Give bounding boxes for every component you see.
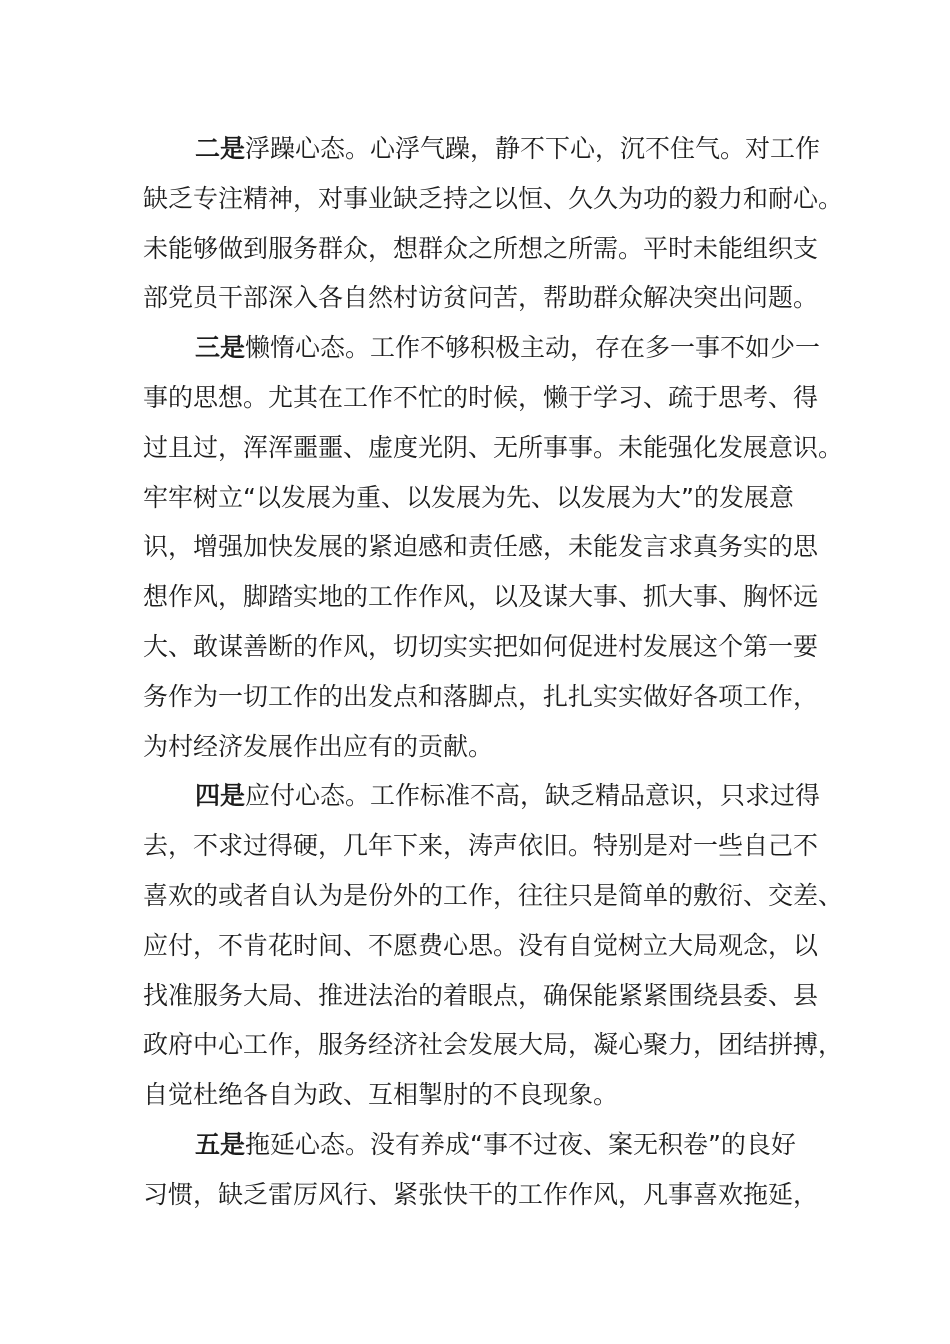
document-body <box>143 124 844 1220</box>
paragraph-lead: 三是 <box>195 333 246 363</box>
text-line: 自觉杜绝各自为政、互相掣肘的不良现象。 <box>143 1080 619 1110</box>
text-line: 找准服务大局、推进法治的着眼点，确保能紧紧围绕县委、县 <box>143 980 819 1010</box>
text-line: 过且过，浑浑噩噩、虚度光阴、无所事事。未能强化发展意识。 <box>143 432 844 462</box>
text-line: 五是拖延心态。没有养成“事不过夜、案无积卷”的良好 <box>195 1129 796 1159</box>
text-line: 牢牢树立“以发展为重、以发展为先、以发展为大”的发展意 <box>143 482 794 512</box>
text-line: 四是应付心态。工作标准不高，缺乏精品意识，只求过得 <box>195 781 821 811</box>
text-line: 未能够做到服务群众，想群众之所想之所需。平时未能组织支 <box>143 233 819 263</box>
text-line: 为村经济发展作出应有的贡献。 <box>143 731 494 761</box>
text-line: 应付，不肯花时间、不愿费心思。没有自觉树立大局观念，以 <box>143 930 819 960</box>
text-line: 想作风，脚踏实地的工作作风，以及谋大事、抓大事、胸怀远 <box>143 582 819 612</box>
paragraph-lead: 五是 <box>195 1129 246 1159</box>
text-line: 去，不求过得硬，几年下来，涛声依旧。特别是对一些自己不 <box>143 831 819 861</box>
text-line: 二是浮躁心态。心浮气躁，静不下心，沉不住气。对工作 <box>195 134 821 163</box>
text-line: 务作为一切工作的出发点和落脚点，扎扎实实做好各项工作， <box>143 681 819 711</box>
paragraph-3 <box>143 323 844 771</box>
text-line: 部党员干部深入各自然村访贫问苦，帮助群众解决突出问题。 <box>143 283 819 313</box>
paragraph-lead: 二是 <box>195 134 246 163</box>
text-line: 事的思想。尤其在工作不忙的时候，懒于学习、疏于思考、得 <box>143 382 819 412</box>
paragraph-5 <box>143 1120 819 1220</box>
text-line: 习惯，缺乏雷厉风行、紧张快干的工作作风，凡事喜欢拖延， <box>143 1179 819 1209</box>
text-line: 缺乏专注精神，对事业缺乏持之以恒、久久为功的毅力和耐心。 <box>143 183 844 213</box>
paragraph-lead: 四是 <box>195 781 246 811</box>
text-line: 喜欢的或者自认为是份外的工作，往往只是简单的敷衍、交差、 <box>143 880 844 910</box>
text-line: 政府中心工作，服务经济社会发展大局，凝心聚力，团结拼搏， <box>143 1030 844 1060</box>
text-line: 三是懒惰心态。工作不够积极主动，存在多一事不如少一 <box>195 333 821 363</box>
text-line: 大、敢谋善断的作风，切切实实把如何促进村发展这个第一要 <box>143 631 819 661</box>
paragraph-4 <box>143 771 844 1120</box>
text-line: 识，增强加快发展的紧迫感和责任感，未能发言求真务实的思 <box>143 532 819 562</box>
paragraph-2 <box>143 124 844 323</box>
